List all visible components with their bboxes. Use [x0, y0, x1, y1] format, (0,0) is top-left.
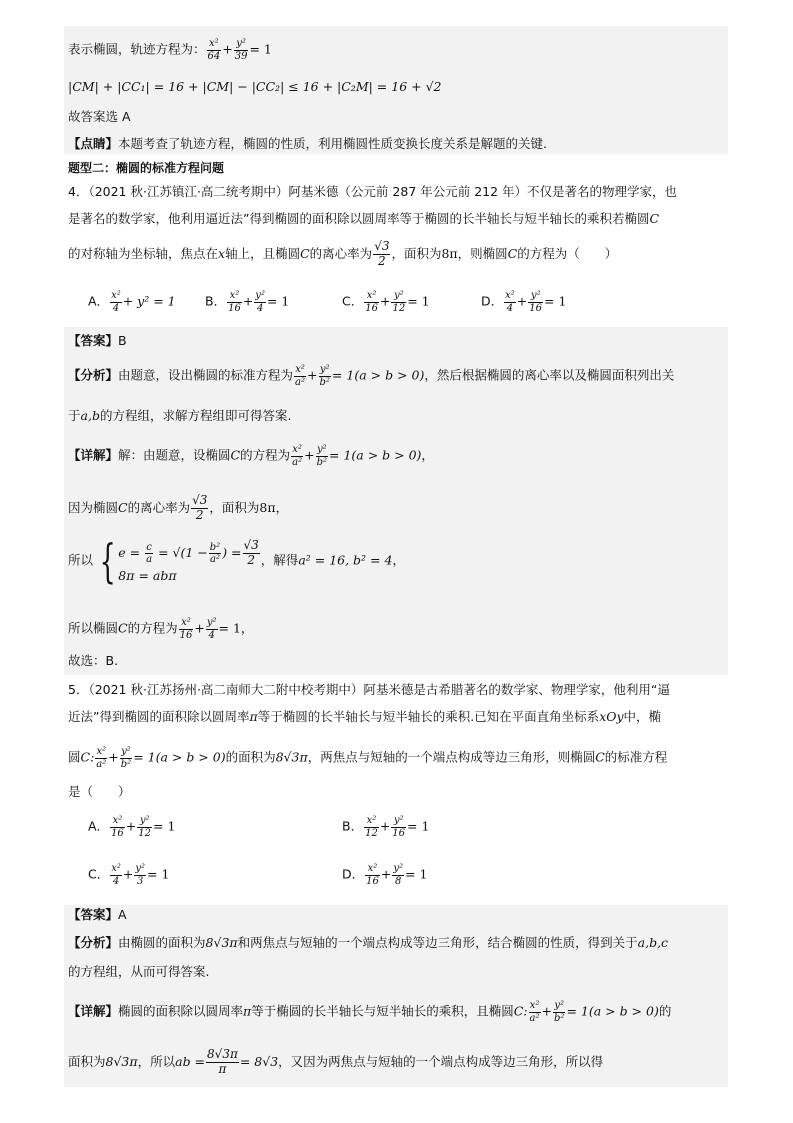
- q5-stem-line4: 是（ ）: [68, 784, 131, 799]
- inequality-line: |CM| + |CC₁| = 16 + |CM| − |CC₂| ≤ 16 + |C₂M| = 16 + √2: [68, 79, 442, 94]
- q4-stem-line3: 的对称轴为坐标轴，焦点在x轴上，且椭圆C的离心率为 $\frac{√3}{2}$ ，面积为8π，则椭圆C的方程为（ ）: [68, 239, 618, 268]
- q4-stem-line2: 是著名的数学家，他利用逼近法”得到椭圆的面积除以圆周率等于椭圆的长半轴长与短半轴长的乘积若椭圆C: [68, 211, 660, 226]
- answer-choice-line: 故答案选 A: [68, 109, 131, 124]
- q4-detail-line1: 【详解】解：由题意，设椭圆C的方程为 $\frac{\text{x²}}{\text{a²}}$ + $\frac{\text{y²}}{\text{b²}}$ = 1(a > b > 0)，: [68, 444, 434, 468]
- q4-answer: 【答案】B: [68, 333, 127, 348]
- q4-analysis-line2: 于a,b的方程组，求解方程组即可得答案.: [68, 408, 292, 423]
- q4-choose-line: 故选：B.: [68, 653, 119, 668]
- remark-line: 【点睛】本题考查了轨迹方程，椭圆的性质，利用椭圆性质变换长度关系是解题的关键.: [68, 136, 547, 151]
- ellipse-trajectory-line: 表示椭圆，轨迹方程为： $\frac{\text{x²}}{64}$ + $\frac{\text{y²}}{39}$ = 1: [68, 38, 272, 62]
- q5-stem-line1: 5．（2021 秋·江苏扬州·高二南师大二附中校考期中）阿基米德是古希腊著名的数学家、物理学家，他利用“逼: [68, 682, 670, 697]
- q5-analysis-line2: 的方程组，从而可得答案.: [68, 964, 210, 979]
- q5-answer: 【答案】A: [68, 907, 127, 922]
- q4-analysis-line1: 【分析】由题意，设出椭圆的标准方程为 $\frac{\text{x²}}{\text{a²}}$ + $\frac{\text{y²}}{\text{b²}}$ = 1(a > b > 0)，然后根据椭圆的离心率以及椭圆面积列出关: [68, 364, 675, 388]
- q4-option-a[interactable]: A． $\frac{\text{x²}}{4}$ + y² = 1: [88, 290, 176, 314]
- q5-option-d[interactable]: D． $\frac{\text{x²}}{16}$ + $\frac{\text{y²}}{8}$ = 1: [342, 863, 428, 887]
- q5-analysis-line1: 【分析】由椭圆的面积为8√3π和两焦点与短轴的一个端点构成等边三角形，结合椭圆的性质，得到关于a,b,c: [68, 935, 669, 950]
- q4-result-line: 所以椭圆C的方程为 $\frac{\text{x²}}{16}$ + $\frac{\text{y²}}{4}$ = 1，: [68, 617, 254, 641]
- q4-stem-line1: 4．（2021 秋·江苏镇江·高二统考期中）阿基米德（公元前 287 年公元前 212 年）不仅是著名的物理学家，也: [68, 184, 678, 199]
- q5-stem-line3: 圆C: $\frac{\text{x²}}{\text{a²}}$ + $\frac{\text{y²}}{\text{b²}}$ = 1(a > b > 0)的面积为8√3π，两焦点与短轴的一个端点构成等边三角形，则椭圆C的标准方程: [68, 746, 668, 770]
- q4-option-c[interactable]: C． $\frac{\text{x²}}{16}$ + $\frac{\text{y²}}{12}$ = 1: [342, 290, 430, 314]
- q5-option-a[interactable]: A． $\frac{\text{x²}}{16}$ + $\frac{\text{y²}}{12}$ = 1: [88, 815, 176, 839]
- q5-detail-line1: 【详解】椭圆的面积除以圆周率π等于椭圆的长半轴长与短半轴长的乘积，且椭圆C: $\frac{\text{x²}}{\text{a²}}$ + $\frac{\text{y²}}{\text{b²}}$ = 1(a > b > 0)的: [68, 1000, 672, 1024]
- q5-stem-line2: 近法”得到椭圆的面积除以圆周率π等于椭圆的长半轴长与短半轴长的乘积.已知在平面直角坐标系xOy中，椭: [68, 709, 662, 724]
- q4-option-d[interactable]: D． $\frac{\text{x²}}{4}$ + $\frac{\text{y²}}{16}$ = 1: [481, 290, 567, 314]
- q5-option-c[interactable]: C． $\frac{\text{x²}}{4}$ + $\frac{\text{y²}}{3}$ = 1: [88, 863, 170, 887]
- q4-detail-line2: 因为椭圆C的离心率为 $\frac{√3}{2}$ ，面积为8π，: [68, 493, 289, 522]
- section-title: 题型二：椭圆的标准方程问题: [68, 161, 225, 175]
- q4-option-b[interactable]: B． $\frac{\text{x²}}{16}$ + $\frac{\text{y²}}{4}$ = 1: [205, 290, 290, 314]
- q5-option-b[interactable]: B． $\frac{\text{x²}}{12}$ + $\frac{\text{y²}}{16}$ = 1: [342, 815, 430, 839]
- q4-equation-system: 所以 { e = $\frac{c}{a}$ = √(1 − $\frac{\text{b²}}{\text{a²}}$ ) = $\frac{√3}{2}$ 8π = abπ ，解得a² = 16, b² = 4，: [68, 534, 405, 588]
- q5-detail-line2: 面积为8√3π，所以ab = $\frac{8√3\pi}{\pi}$ = 8√3，又因为两焦点与短轴的一个端点构成等边三角形，所以得: [68, 1047, 604, 1076]
